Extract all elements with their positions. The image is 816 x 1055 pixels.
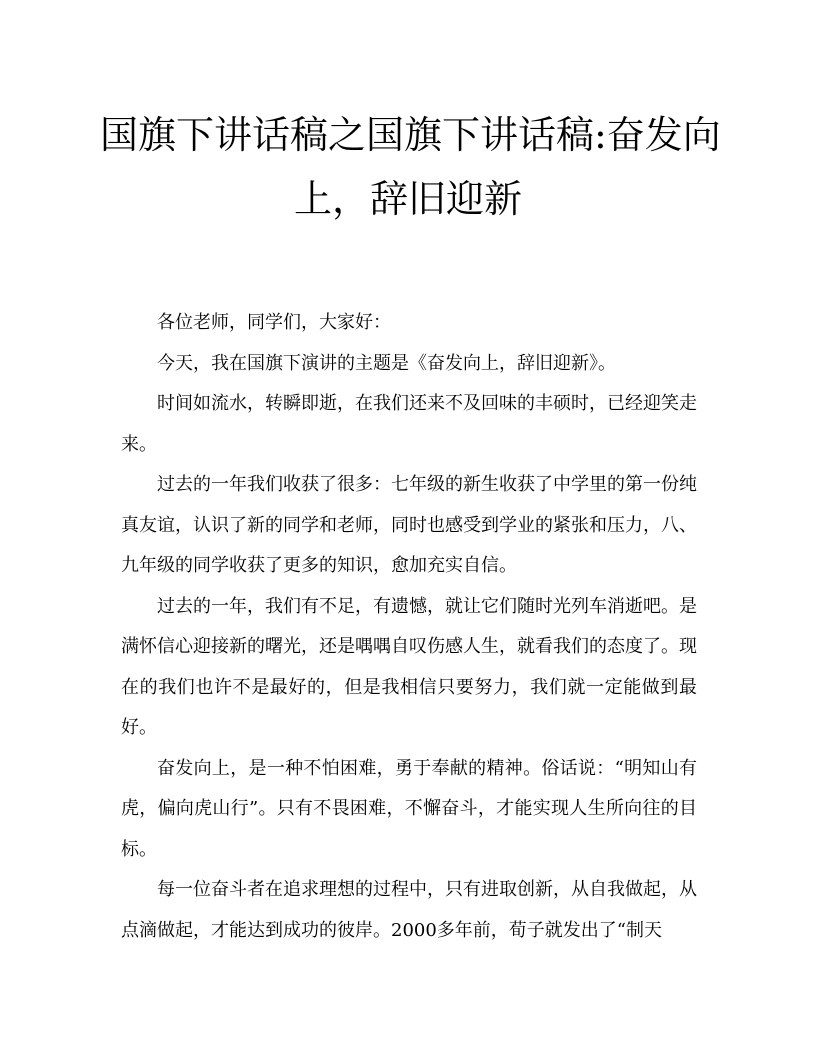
paragraph-greeting: 各位老师，同学们，大家好：: [157, 312, 391, 333]
paragraph-striver: 每一位奋斗者在追求理想的过程中，只有进取创新，从自我做起，从点滴做起，才能达到成功的彼岸。2000多年前，荀子就发出了“制天: [121, 879, 697, 941]
document-title: [100, 103, 721, 231]
paragraph-topic: 今天，我在国旗下演讲的主题是《奋发向上，辞旧迎新》。: [157, 352, 616, 374]
paragraph-time: 时间如流水，转瞬即逝，在我们还来不及回味的丰硕时，已经迎笑走来。: [121, 393, 697, 455]
paragraph-spirit: 奋发向上，是一种不怕困难，勇于奉献的精神。俗话说：“明知山有虎，偏向虎山行”。只有不畏困难，不懈奋斗，才能实现人生所向往的目标。: [121, 757, 697, 860]
title-line-2: 上，辞旧迎新: [293, 177, 522, 221]
paragraph-harvest: 过去的一年我们收获了很多：七年级的新生收获了中学里的第一份纯真友谊，认识了新的同学和老师，同时也感受到学业的紧张和压力，八、九年级的同学收获了更多的知识，愈加充实自信。: [121, 474, 697, 576]
title-line-1: 国旗下讲话稿之国旗下讲话稿:奋发向: [100, 113, 721, 157]
paragraph-regret: 过去的一年，我们有不足，有遗憾，就让它们随时光列车消逝吧。是满怀信心迎接新的曙光，还是喁喁自叹伤感人生，就看我们的态度了。现在的我们也许不是最好的，但是我相信只要努力，我们就一定能做到最好。: [121, 595, 697, 738]
document-body: [121, 303, 697, 951]
